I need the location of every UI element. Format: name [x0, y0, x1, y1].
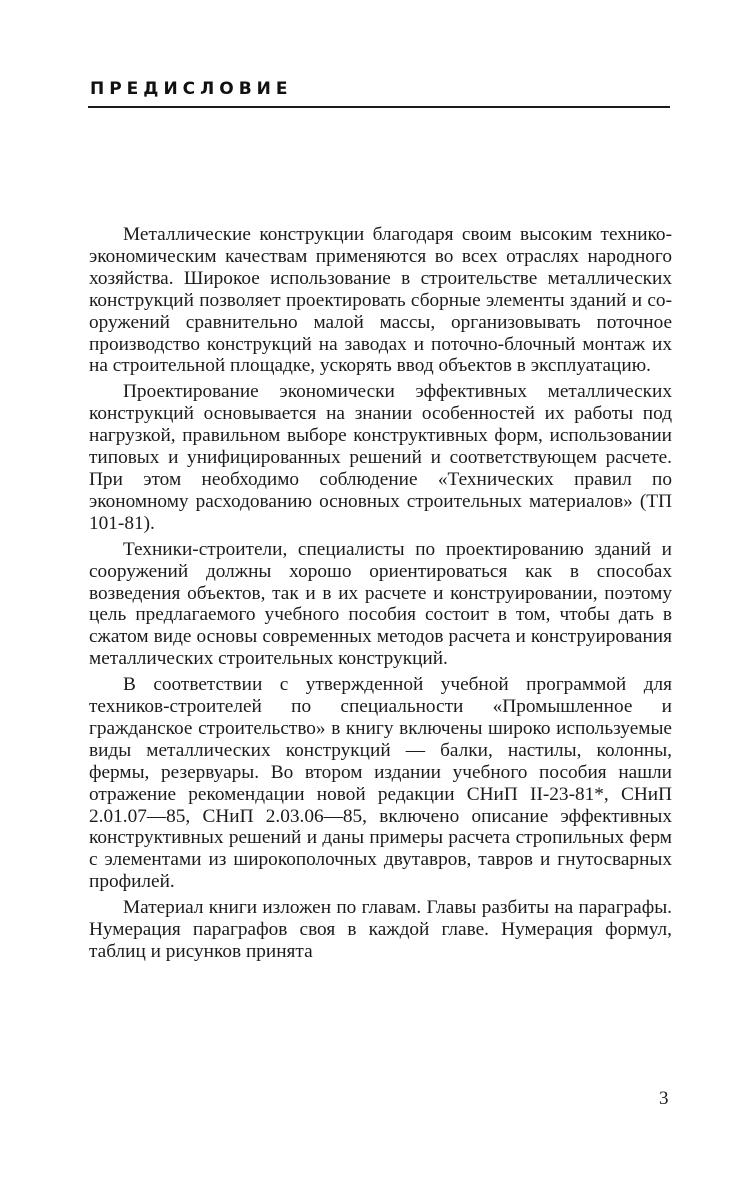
- page-number: 3: [659, 1088, 669, 1109]
- page-title: ПРЕДИСЛОВИЕ: [90, 79, 293, 99]
- paragraph-2: Проектирование экономически эффективных металлических конструкций основывается на знании особенностей их работы под нагрузкой, правильном выборе конструктивных форм, использовании типовых и унифицированных решений и соответствующем расчете. При этом необходимо соблюдение «Технических правил по экономному расходованию основных строительных материалов» (ТП 101-81).: [89, 381, 672, 534]
- preface-body: [89, 224, 672, 967]
- title-underline: [88, 106, 670, 108]
- paragraph-3: Техники-строители, специалисты по проектированию зданий и сооружений должны хорошо ориентироваться как в способах возведения объектов, так и в их расчете и конструировании, поэтому цель предлагаемого учебного пособия состоит в том, чтобы дать в сжатом виде основы современных методов расчета и конструирования металлических строительных конструкций.: [89, 538, 672, 670]
- paragraph-5: Материал книги изложен по главам. Главы разбиты на параграфы. Нумерация параграфов своя в каждой главе. Нумерация формул, таблиц и рисунков принята: [89, 897, 672, 962]
- paragraph-4: В соответствии с утвержденной учебной программой для техников-строителей по специальности «Промышленное и гражданское строительство» в книгу включены широко используемые виды металлических конструкций — балки, настилы, колонны, фермы, резервуары. Во втором издании учебного пособия нашли отражение рекомендации новой редакции СНиП II-23-81*, СНиП 2.01.07—85, СНиП 2.03.06—85, включено описание эффективных конструктивных решений и даны примеры расчета стропильных ферм с элементами из широкополочных двутавров, тавров и гнутосварных профилей.: [89, 674, 672, 893]
- paragraph-1: Металлические конструкции благодаря своим высоким технико-экономическим качествам применяются во всех отраслях народного хозяйства. Широкое использование в строительстве металлических конструкций позволяет проектировать сборные элементы зданий и сооружений сравнительно малой массы, организовывать поточное производство конструкций на заводах и поточно-блочный монтаж их на строительной площадке, ускорять ввод объектов в эксплуатацию.: [89, 224, 672, 377]
